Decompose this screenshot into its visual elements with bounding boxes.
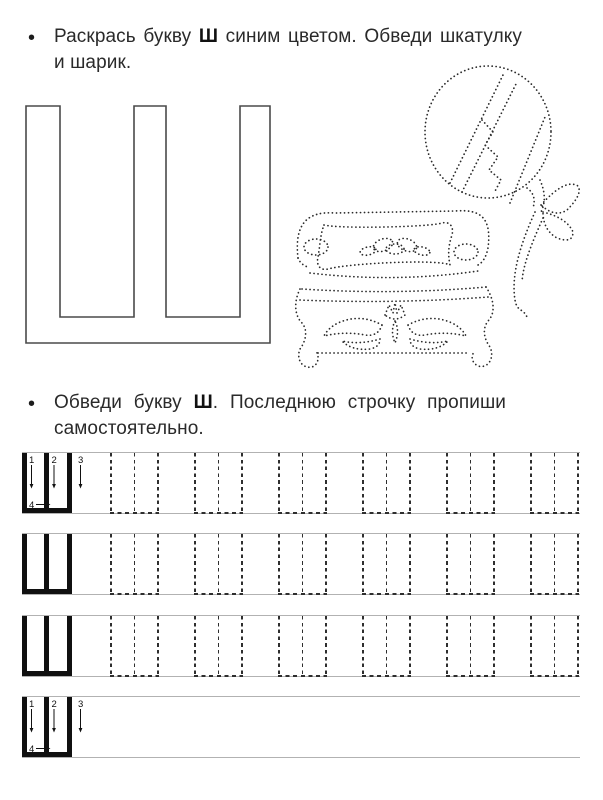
dashed-trace-letter-sha	[446, 453, 495, 513]
dashed-trace-letter-sha	[194, 534, 243, 594]
dashed-trace-letter-sha	[110, 616, 159, 676]
svg-text:3: 3	[78, 699, 84, 710]
stroke-order-numbers	[22, 697, 122, 757]
letter-sha-outline	[20, 100, 276, 350]
dashed-trace-letter-sha	[446, 534, 495, 594]
bullet-2: •	[28, 393, 36, 415]
svg-text:2: 2	[51, 455, 57, 466]
dashed-trace-letter-sha	[362, 616, 411, 676]
instruction-2-line-2: самостоятельно.	[54, 418, 204, 439]
instruction-2-line-1	[54, 390, 506, 416]
instruction-1-text: Раскрась букву	[54, 26, 199, 47]
svg-text:3: 3	[78, 455, 84, 466]
casket-dotted-drawing	[290, 203, 510, 375]
dashed-trace-letter-sha	[362, 534, 411, 594]
example-letter-sha	[22, 534, 72, 594]
dashed-trace-letter-sha	[194, 616, 243, 676]
instruction-1-text-cont: синим цветом. Обведи шкатулку	[218, 26, 522, 47]
dashed-trace-letter-sha	[530, 534, 579, 594]
instruction-1-line-1	[54, 24, 522, 50]
instruction-1-letter: Ш	[198, 26, 219, 47]
dashed-trace-letter-sha	[530, 453, 579, 513]
instruction-2-text-cont: . Последнюю строчку пропиши	[212, 392, 506, 413]
instruction-1-line-2: и шарик.	[54, 52, 132, 73]
svg-text:4: 4	[29, 744, 35, 755]
dashed-trace-letter-sha	[362, 453, 411, 513]
dashed-trace-letter-sha	[278, 453, 327, 513]
practice-row-4	[22, 696, 580, 758]
svg-text:2: 2	[51, 699, 57, 710]
svg-text:4: 4	[29, 500, 35, 511]
practice-row-2	[22, 533, 580, 595]
dashed-trace-letter-sha	[110, 534, 159, 594]
example-letter-sha	[22, 616, 72, 676]
dashed-trace-letter-sha	[194, 453, 243, 513]
dashed-trace-letter-sha	[278, 534, 327, 594]
dashed-trace-letter-sha	[530, 616, 579, 676]
dashed-trace-letter-sha	[446, 616, 495, 676]
instruction-2	[54, 390, 506, 442]
practice-row-3	[22, 615, 580, 677]
bullet-1: •	[28, 27, 36, 49]
dashed-trace-letter-sha	[278, 616, 327, 676]
instruction-2-letter: Ш	[193, 392, 213, 413]
practice-row-1	[22, 452, 580, 514]
stroke-order-numbers	[22, 453, 122, 513]
dashed-trace-letter-sha	[110, 453, 159, 513]
svg-text:1: 1	[29, 455, 35, 466]
svg-text:1: 1	[29, 699, 35, 710]
instruction-2-text: Обведи букву	[54, 392, 194, 413]
